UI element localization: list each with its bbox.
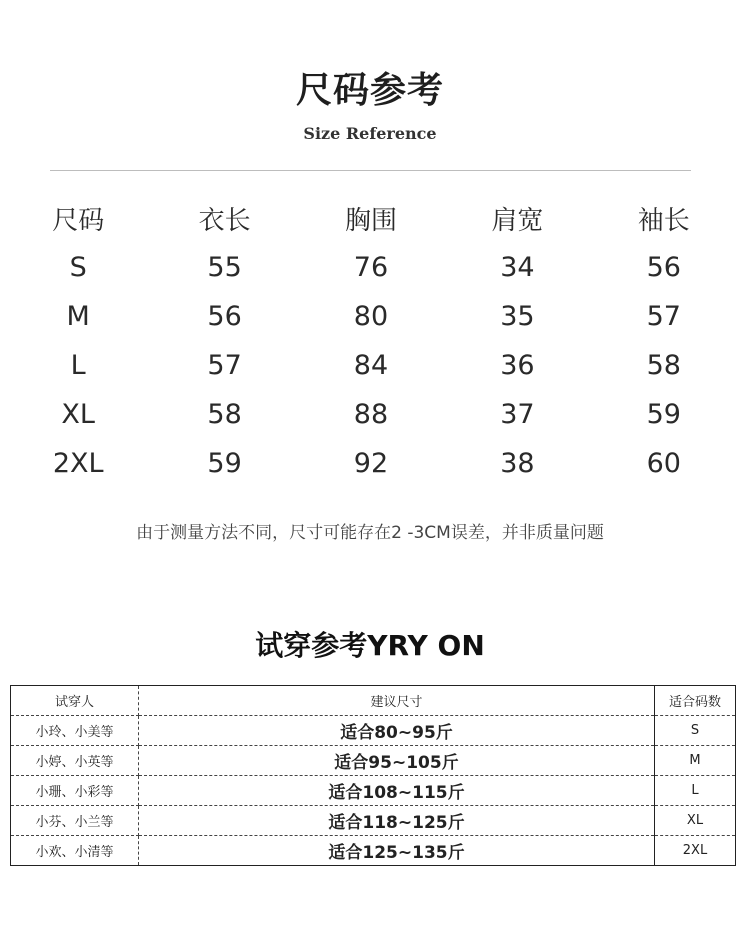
tryon-header-row <box>11 686 736 716</box>
shoulder-cell: 38 <box>500 448 535 479</box>
column-header-shoulder: 肩宽 <box>491 206 544 236</box>
title-divider <box>50 170 691 171</box>
size-row <box>5 390 737 439</box>
length-cell: 59 <box>207 448 242 479</box>
length-cell: 58 <box>207 399 242 430</box>
size-cell: 2XL <box>52 448 104 479</box>
measurement-note: 由于测量方法不同，尺寸可能存在2 -3CM误差，并非质量问题 <box>136 523 604 543</box>
tryon-row <box>11 836 736 866</box>
tryon-row <box>11 806 736 836</box>
size-row <box>5 439 737 488</box>
suggested-cell: 适合80~95斤 <box>139 716 655 746</box>
size-row <box>5 341 737 390</box>
tester-cell: 小芬、小兰等 <box>11 806 139 836</box>
column-header-size: 尺码 <box>52 206 105 236</box>
fit-size-cell: S <box>655 716 736 746</box>
tester-cell: 小婷、小英等 <box>11 746 139 776</box>
size-cell: XL <box>61 399 95 430</box>
page-subtitle: Size Reference <box>303 124 437 143</box>
chest-cell: 84 <box>353 350 389 381</box>
column-header-suggested: 建议尺寸 <box>139 686 655 716</box>
fit-size-cell: 2XL <box>682 843 708 858</box>
column-header-fit-size: 适合码数 <box>655 686 736 716</box>
tester-cell: 小欢、小清等 <box>11 836 139 866</box>
chest-cell: 88 <box>353 399 389 430</box>
tryon-row <box>11 746 736 776</box>
tryon-table <box>10 685 736 866</box>
tryon-title: 试穿参考YRY ON <box>255 629 485 662</box>
shoulder-cell: 37 <box>500 399 535 430</box>
sleeve-cell: 56 <box>646 252 681 283</box>
size-chart <box>5 194 737 488</box>
suggested-cell: 适合125~135斤 <box>139 836 655 866</box>
column-header-length: 衣长 <box>198 206 251 236</box>
sleeve-cell: 57 <box>646 301 681 332</box>
tryon-row <box>11 776 736 806</box>
suggested-cell: 适合118~125斤 <box>139 806 655 836</box>
size-row <box>5 243 737 292</box>
page-title: 尺码参考 <box>295 70 444 111</box>
size-cell: L <box>70 350 86 381</box>
fit-size-cell: M <box>655 746 736 776</box>
column-header-chest: 胸围 <box>344 206 397 236</box>
size-row <box>5 292 737 341</box>
chest-cell: 80 <box>353 301 389 332</box>
size-chart-header <box>5 194 737 243</box>
sleeve-cell: 59 <box>646 399 681 430</box>
length-cell: 55 <box>207 252 242 283</box>
tester-cell: 小玲、小美等 <box>11 716 139 746</box>
size-cell: M <box>66 301 90 332</box>
suggested-cell: 适合95~105斤 <box>139 746 655 776</box>
tester-cell: 小珊、小彩等 <box>11 776 139 806</box>
fit-size-cell: L <box>655 776 736 806</box>
chest-cell: 92 <box>353 448 389 479</box>
length-cell: 56 <box>207 301 242 332</box>
length-cell: 57 <box>207 350 242 381</box>
column-header-sleeve: 袖长 <box>637 206 690 236</box>
tryon-row <box>11 716 736 746</box>
suggested-cell: 适合108~115斤 <box>139 776 655 806</box>
shoulder-cell: 34 <box>500 252 535 283</box>
sleeve-cell: 58 <box>646 350 681 381</box>
shoulder-cell: 36 <box>500 350 535 381</box>
shoulder-cell: 35 <box>500 301 535 332</box>
size-cell: S <box>69 252 87 283</box>
column-header-tester: 试穿人 <box>11 686 139 716</box>
chest-cell: 76 <box>353 252 389 283</box>
sleeve-cell: 60 <box>646 448 681 479</box>
fit-size-cell: XL <box>655 806 736 836</box>
